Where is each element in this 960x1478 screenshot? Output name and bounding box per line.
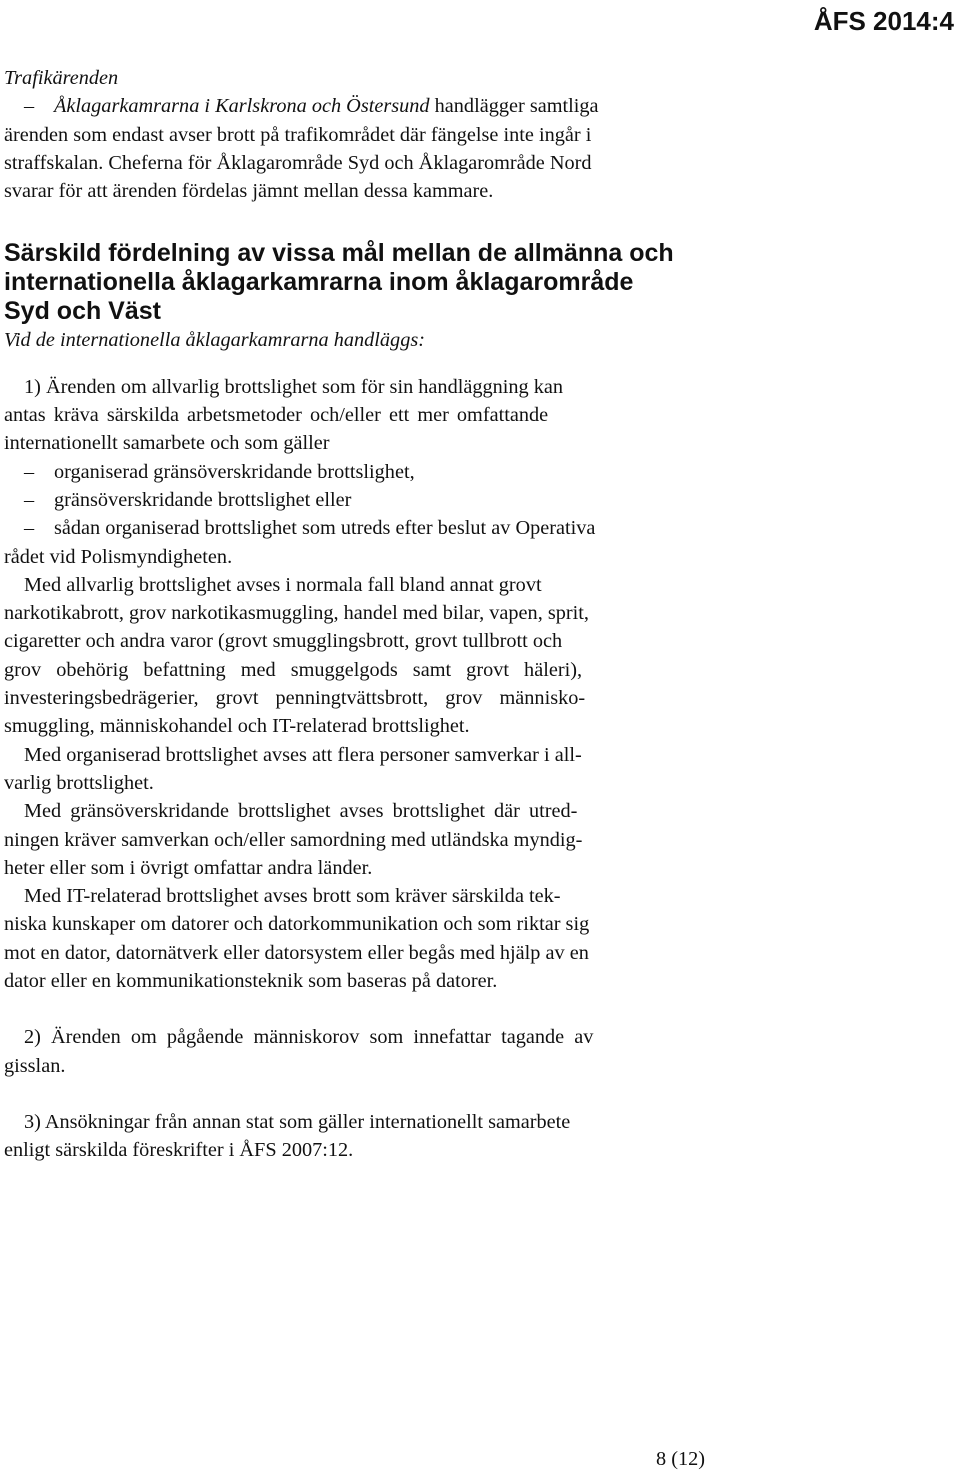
def-cross-line-1-text: Med gränsöverskridande brottslighet avses brottslighet där utred- xyxy=(24,800,578,823)
item1-line-3: internationellt samarbete och som gäller xyxy=(4,432,330,455)
section-heading-line-3: Syd och Väst xyxy=(4,297,161,326)
spacer xyxy=(4,1080,716,1108)
item2-line-2: gisslan. xyxy=(4,1054,66,1077)
item1-bullet-2-text: gränsöverskridande brottslighet eller xyxy=(54,488,352,511)
def-serious-line-5: investeringsbedrägerier, grovt penningtvättsbrott, grov människo- xyxy=(4,687,586,710)
def-organised-line-1 xyxy=(4,741,716,769)
item1-line-2: antas kräva särskilda arbetsmetoder och/eller ett mer omfattande xyxy=(4,404,549,427)
def-it-line-2: niska kunskaper om datorer och datorkommunikation och som riktar sig xyxy=(4,913,590,936)
item3-line-1-text: 3) Ansökningar från annan stat som gäller internationellt samarbete xyxy=(24,1110,571,1133)
def-it-line-3: mot en dator, datornätverk eller datorsystem eller begås med hjälp av en xyxy=(4,941,589,964)
def-serious-line-3: cigaretter och andra varor (grovt smugglingsbrott, grovt tullbrott och xyxy=(4,630,563,653)
def-serious-line-2: narkotikabrott, grov narkotikasmuggling, handel med bilar, vapen, sprit, xyxy=(4,602,589,625)
section-subheading: Vid de internationella åklagarkamrarna handläggs: xyxy=(4,329,425,352)
item3-line-2: enligt särskilda föreskrifter i ÅFS 2007:12. xyxy=(4,1139,354,1162)
definition-organised xyxy=(4,741,716,798)
def-organised-line-2: varlig brottslighet. xyxy=(4,771,154,794)
list-item-3 xyxy=(4,1108,716,1165)
spacer xyxy=(4,995,716,1023)
dash-marker: – xyxy=(24,517,35,540)
dash-marker: – xyxy=(24,460,35,483)
def-serious-line-1 xyxy=(4,571,716,599)
traffic-line-4: svarar för att ärenden fördelas jämnt mellan dessa kammare. xyxy=(4,180,494,203)
item1-bullet-2 xyxy=(4,486,716,514)
list-item-1 xyxy=(4,373,716,571)
item2-line-1 xyxy=(4,1023,716,1051)
def-serious-line-6: smuggling, människohandel och IT-relaterad brottslighet. xyxy=(4,715,470,738)
traffic-line-2: ärenden som endast avser brott på trafikområdet där fängelse inte ingår i xyxy=(4,123,592,146)
item1-bullet-3-cont: rådet vid Polismyndigheten. xyxy=(4,545,233,568)
item1-line-1-text: 1) Ärenden om allvarlig brottslighet som för sin handläggning kan xyxy=(24,375,564,398)
dash-marker: – xyxy=(24,488,35,511)
def-serious-line-4: grov obehörig befattning med smuggelgods samt grovt häleri), xyxy=(4,658,583,681)
item1-line-1 xyxy=(4,373,716,401)
page-number: 8 (12) xyxy=(656,1448,705,1470)
traffic-line-1 xyxy=(4,92,716,120)
traffic-line-3: straffskalan. Cheferna för Åklagarområde Syd och Åklagarområde Nord xyxy=(4,151,592,174)
item1-bullet-3-text: sådan organiserad brottslighet som utreds efter beslut av Operativa xyxy=(54,517,596,540)
section-heading-line-1: Särskild fördelning av vissa mål mellan de allmänna och xyxy=(4,239,674,268)
document-body xyxy=(4,64,716,1165)
traffic-label: Trafikärenden xyxy=(4,67,119,89)
item1-bullet-1-text: organiserad gränsöverskridande brottslighet, xyxy=(54,460,415,483)
definition-cross-border xyxy=(4,797,716,882)
item1-bullet-1 xyxy=(4,458,716,486)
dash-marker: – xyxy=(24,95,35,118)
def-organised-line-1-text: Med organiserad brottslighet avses att flera personer samverkar i all- xyxy=(24,743,582,766)
section-heading xyxy=(4,239,716,326)
item2-line-1-text: 2) Ärenden om pågående människorov som innefattar tagande av xyxy=(24,1026,594,1049)
definition-serious xyxy=(4,571,716,741)
list-item-2 xyxy=(4,1023,716,1080)
document-code: ÅFS 2014:4 xyxy=(813,6,954,36)
definition-it-related xyxy=(4,882,716,995)
traffic-line-1-rest: handlägger samtliga xyxy=(429,95,599,118)
def-cross-line-1 xyxy=(4,797,716,825)
def-it-line-1-text: Med IT-relaterad brottslighet avses brott som kräver särskilda tek- xyxy=(24,885,561,908)
item1-bullet-3 xyxy=(4,514,716,542)
def-serious-line-1-text: Med allvarlig brottslighet avses i normala fall bland annat grovt xyxy=(24,573,542,596)
def-cross-line-2: ningen kräver samverkan och/eller samordning med utländska myndig- xyxy=(4,828,583,851)
section-heading-line-2: internationella åklagarkamrarna inom åklagarområde xyxy=(4,268,634,297)
def-cross-line-3: heter eller som i övrigt omfattar andra länder. xyxy=(4,856,373,879)
def-it-line-4: dator eller en kommunikationsteknik som baseras på datorer. xyxy=(4,970,498,993)
item3-line-1 xyxy=(4,1108,716,1136)
def-it-line-1 xyxy=(4,882,716,910)
traffic-chambers: Åklagarkamrarna i Karlskrona och Östersund xyxy=(54,95,430,118)
